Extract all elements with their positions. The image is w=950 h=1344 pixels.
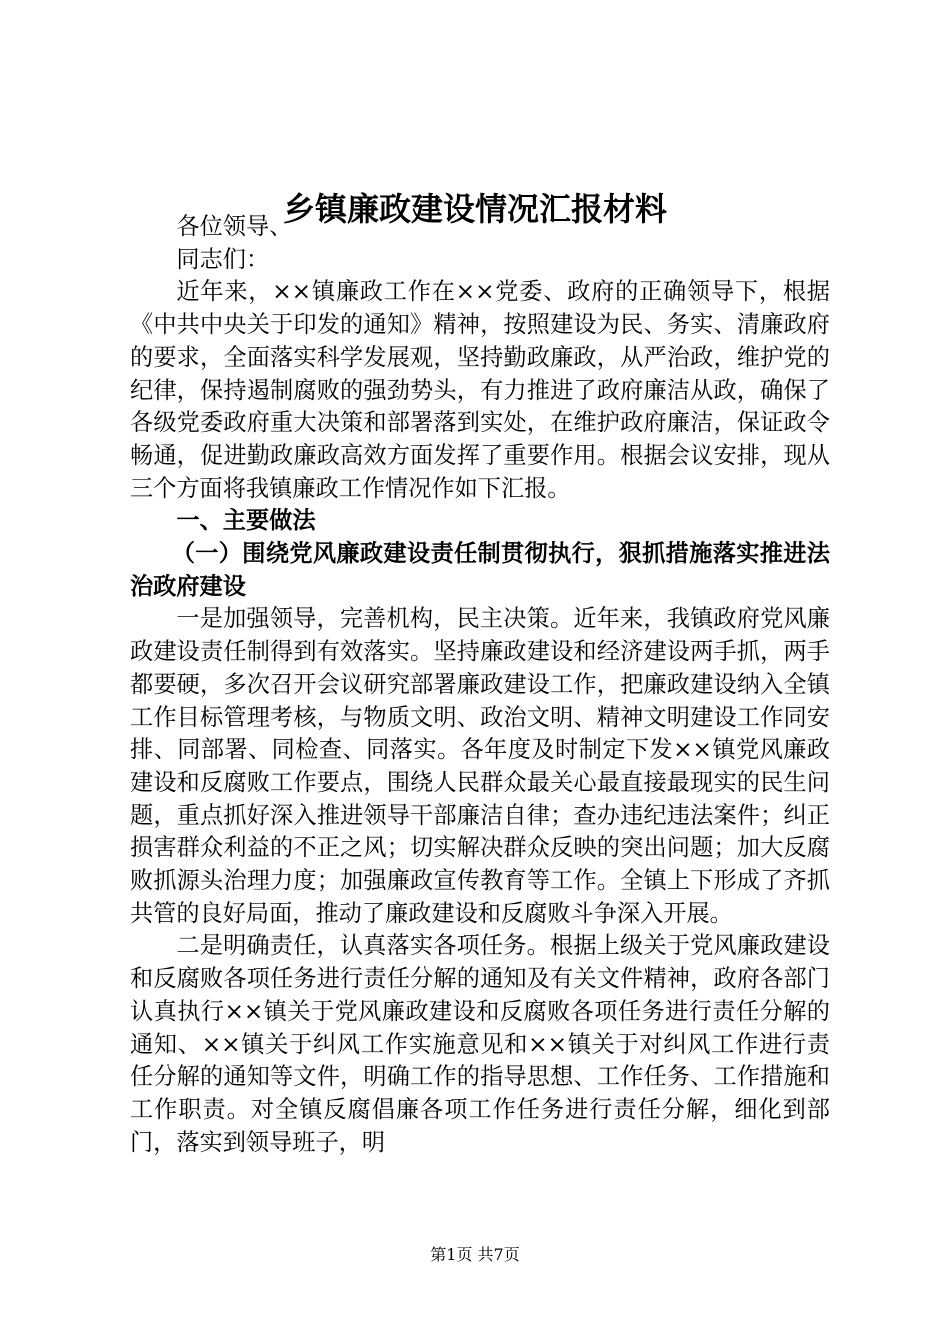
- section-heading: 一、主要做法: [176, 507, 316, 535]
- document-body: [130, 211, 830, 1159]
- document-title: 乡镇廉政建设情况汇报材料: [282, 190, 667, 228]
- salutation: 各位领导、: [176, 213, 293, 240]
- intro-paragraph: 近年来，××镇廉政工作在××党委、政府的正确领导下，根据《中共中央关于印发的通知》精神，按照建设为民、务实、清廉政府的要求，全面落实科学发展观，坚持勤政廉政，从严治政，维护党的纪律，保持遏制腐败的强劲势头，有力推进了政府廉洁从政，确保了各级党委政府重大决策和部署落到实处，在维护政府廉洁，保证政令畅通，促进勤政廉政高效方面发挥了重要作用。根据会议安排，现从三个方面将我镇廉政工作情况作如下汇报。: [130, 278, 830, 502]
- body-paragraph: 二是明确责任，认真落实各项任务。根据上级关于党风廉政建设和反腐败各项任务进行责任分解的通知及有关文件精神，政府各部门认真执行××镇关于党风廉政建设和反腐败各项任务进行责任分解的通知、××镇关于纠风工作实施意见和××镇关于对纠风工作进行责任分解的通知等文件，明确工作的指导思想、工作任务、工作措施和工作职责。对全镇反腐倡廉各项工作任务进行责任分解，细化到部门，落实到领导班子，明: [130, 932, 830, 1156]
- page-footer: 第1页 共7页: [430, 1245, 520, 1264]
- salutation: 同志们：: [176, 245, 270, 273]
- subsection-heading: （一）围绕党风廉政建设责任制贯彻执行，狠抓措施落实推进法治政府建设: [130, 540, 830, 600]
- body-paragraph: 一是加强领导，完善机构，民主决策。近年来，我镇政府党风廉政建设责任制得到有效落实。坚持廉政建设和经济建设两手抓，两手都要硬，多次召开会议研究部署廉政建设工作，把廉政建设纳入全镇工作目标管理考核，与物质文明、政治文明、精神文明建设工作同安排、同部署、同检查、同落实。各年度及时制定下发××镇党风廉政建设和反腐败工作要点，围绕人民群众最关心最直接最现实的民生问题，重点抓好深入推进领导干部廉洁自律；查办违纪违法案件；纠正损害群众利益的不正之风；切实解决群众反映的突出问题；加大反腐败抓源头治理力度；加强廉政宣传教育等工作。全镇上下形成了齐抓共管的良好局面，推动了廉政建设和反腐败斗争深入开展。: [130, 605, 830, 927]
